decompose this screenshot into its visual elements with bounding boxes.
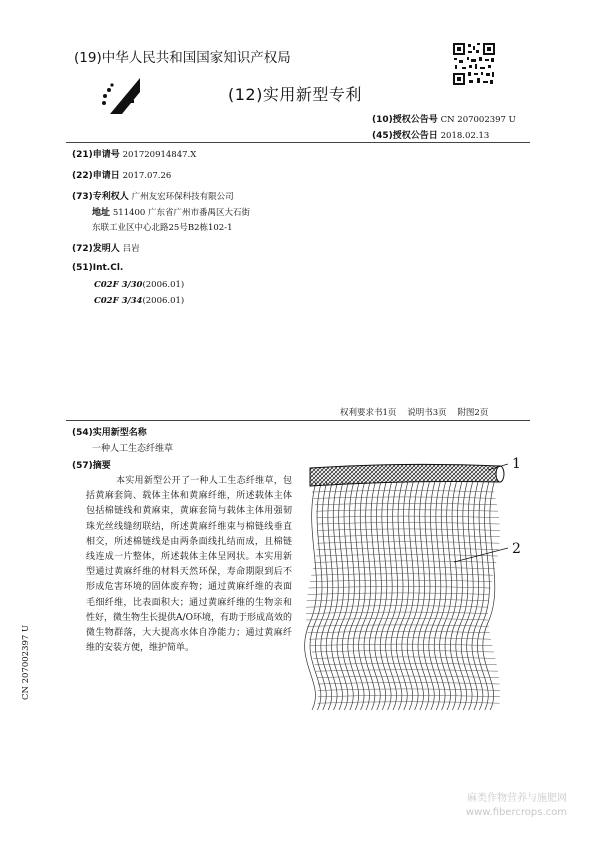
chain-stitch-line — [309, 638, 491, 640]
chain-stitch-line — [310, 644, 492, 646]
pub-date-value: 2018.02.13 — [440, 131, 490, 141]
chain-stitch-line — [310, 580, 492, 582]
address-label: 地址 — [92, 208, 111, 218]
owner-label: (73)专利权人 — [72, 192, 129, 202]
chain-stitch-line — [318, 702, 500, 704]
inventor-label: (72)发明人 — [72, 244, 120, 254]
document-kind: (12)实用新型专利 — [228, 85, 362, 104]
address-line-2: 东联工业区中心北路25号B2栋102-1 — [92, 223, 233, 233]
intcl-1-code: C02F 3/30 — [94, 280, 143, 290]
title-label: (54)实用新型名称 — [72, 428, 147, 438]
address-line-1: 511400 广东省广州市番禺区大石街 — [112, 208, 251, 218]
application-date-value: 2017.07.26 — [122, 171, 172, 181]
utility-model-title: 一种人工生态纤维草 — [92, 444, 174, 454]
chain-stitch-line — [317, 542, 499, 544]
figure-label-2: 2 — [512, 541, 521, 557]
address-row — [92, 205, 250, 218]
intcl-entry-2 — [94, 296, 184, 306]
pub-number-value: CN 207002397 U — [440, 115, 516, 125]
figure-label-1: 1 — [512, 456, 521, 472]
address-row-2 — [92, 221, 232, 233]
pub-number-label: (10)授权公告号 — [372, 115, 438, 125]
chain-stitch-line — [308, 631, 490, 633]
chain-stitch-line — [313, 567, 495, 569]
intcl-row — [72, 263, 123, 273]
chain-stitch-line — [315, 503, 497, 505]
chain-stitch-line — [309, 587, 491, 589]
chain-stitch-line — [306, 612, 488, 614]
application-number-row — [72, 147, 196, 160]
owner-value: 广州友宏环保科技有限公司 — [131, 192, 234, 202]
patent-office-logo — [100, 74, 150, 120]
inventor-value: 吕岩 — [122, 244, 140, 254]
pub-date-label: (45)授权公告日 — [372, 131, 438, 141]
top-rule — [66, 142, 530, 143]
application-number-value: 201720914847.X — [122, 150, 197, 160]
patent-office-name: (19)中华人民共和国国家知识产权局 — [74, 50, 291, 66]
intcl-entry-1 — [94, 280, 184, 290]
abstract-text: 本实用新型公开了一种人工生态纤维草，包括黄麻套筒、载体主体和黄麻纤维，所述载体主体包括棉链线和黄麻束，黄麻套筒与载体主体用强韧珠光丝线缝纫联结，所述黄麻纤维束与棉链线垂直相交，所述棉链线是由两条面线扎结而成，且棉链线连成一片整体，所述载体主体呈网状。本实用新型通过黄麻纤维的材料天然环保，寿命期限到后不形成危害环境的固体废弃物；通过黄麻纤维的表面毛细纤维，比表面积大；通过黄麻纤维的生物亲和性好，微生物生长提供A/O环境，有助于形成高效的微生物群落，大大提高水体自净能力；通过黄麻纤维的安装方便，维护简单。 — [86, 476, 292, 654]
application-number-label: (21)申请号 — [72, 150, 120, 160]
qr-code — [452, 42, 496, 86]
chain-stitch-line — [316, 510, 498, 512]
owner-row — [72, 189, 234, 202]
chain-stitch-line — [312, 491, 494, 493]
intcl-label: (51)Int.Cl. — [72, 263, 124, 273]
intcl-2-code: C02F 3/34 — [94, 296, 143, 306]
application-date-label: (22)申请日 — [72, 171, 120, 181]
chain-stitch-line — [307, 625, 489, 627]
watermark — [466, 792, 567, 820]
chain-stitch-line — [318, 529, 500, 531]
jute-sleeve — [310, 464, 500, 486]
middle-rule — [66, 420, 530, 421]
application-date-row — [72, 168, 171, 181]
chain-stitch-line — [318, 683, 500, 685]
page-counts: 权利要求书1页 说明书3页 附图2页 — [340, 408, 489, 418]
intcl-1-version: (2006.01) — [142, 280, 185, 290]
fiber-strand — [305, 482, 317, 710]
chain-stitch-line — [318, 689, 500, 691]
inventor-row — [72, 241, 140, 254]
pub-number-row — [372, 112, 516, 125]
chain-stitch-line — [314, 561, 496, 563]
watermark-line-2: www.fibercrops.com — [465, 807, 567, 818]
pub-date-row — [372, 128, 489, 141]
chain-stitch-line — [318, 695, 500, 697]
side-publication-code: CN 207002397 U — [21, 624, 31, 700]
abstract-label: (57)摘要 — [72, 461, 111, 471]
intcl-2-version: (2006.01) — [142, 296, 185, 306]
watermark-line-1: 麻类作物营养与施肥网 — [467, 793, 567, 804]
chain-stitch-line — [317, 548, 499, 550]
fiber-grass-figure — [304, 452, 544, 714]
